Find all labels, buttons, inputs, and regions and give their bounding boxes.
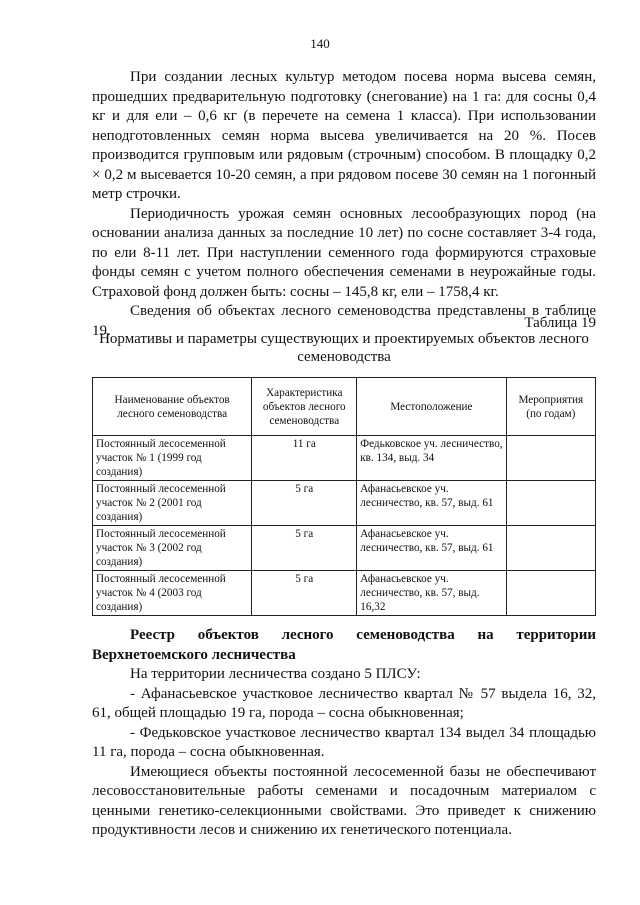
cell-characteristic: 5 га: [252, 571, 357, 616]
header-location: Местоположение: [357, 378, 506, 436]
table-header-row: [93, 378, 596, 436]
cell-location: Федьковское уч. лесничество, кв. 134, выд. 34: [357, 436, 506, 481]
cell-measures: [506, 526, 595, 571]
header-measures: Мероприятия (по годам): [506, 378, 595, 436]
cell-name: Постоянный лесосеменной участок № 1 (1999 год создания): [93, 436, 252, 481]
cell-measures: [506, 436, 595, 481]
cell-name: Постоянный лесосеменной участок № 4 (2003 год создания): [93, 571, 252, 616]
table-row: [93, 526, 596, 571]
registry-title: Реестр объектов лесного семеноводства на территории Верхнетоемского лесничества: [92, 627, 596, 663]
cell-measures: [506, 571, 595, 616]
cell-measures: [506, 481, 595, 526]
cell-name: Постоянный лесосеменной участок № 3 (2002 год создания): [93, 526, 252, 571]
table-row: [93, 571, 596, 616]
table-row: [93, 481, 596, 526]
registry-item: - Афанасьевское участковое лесничество квартал № 57 выдела 16, 32, 61, общей площадью 19 га, порода – сосна обыкновенная;: [92, 685, 596, 721]
cell-name: Постоянный лесосеменной участок № 2 (2001 год создания): [93, 481, 252, 526]
body-text-bottom: [92, 626, 596, 841]
cell-characteristic: 5 га: [252, 481, 357, 526]
header-name: Наименование объектов лесного семеноводства: [93, 378, 252, 436]
registry-intro: На территории лесничества создано 5 ПЛСУ:: [130, 666, 421, 682]
paragraph-seed-periodicity: Периодичность урожая семян основных лесообразующих пород (на основании анализа данных за последние 10 лет) по сосне составляет 3-4 года, по ели 8-11 лет. При наступлении семенного года формируются страховые фонды семян с учетом полного обеспечения семенами в неурожайные годы. Страховой фонд должен быть: сосны – 145,8 кг, ели – 1758,4 кг.: [92, 205, 596, 300]
cell-location: Афанасьевское уч. лесничество, кв. 57, выд. 61: [357, 481, 506, 526]
seed-objects-table: [92, 377, 596, 616]
cell-characteristic: 5 га: [252, 526, 357, 571]
body-text-top: [92, 68, 596, 341]
cell-location: Афанасьевское уч. лесничество, кв. 57, выд. 61: [357, 526, 506, 571]
page-number: 140: [310, 36, 330, 51]
header-characteristic: Характеристика объектов лесного семеноводства: [252, 378, 357, 436]
cell-characteristic: 11 га: [252, 436, 357, 481]
table-row: [93, 436, 596, 481]
registry-item: - Федьковское участковое лесничество квартал 134 выдел 34 площадью 11 га, порода – сосна обыкновенная.: [92, 724, 596, 760]
table-number: Таблица 19: [524, 315, 596, 331]
paragraph-table-reference: Сведения об объектах лесного семеноводства представлены в таблице 19.: [92, 303, 596, 339]
cell-location: Афанасьевское уч. лесничество, кв. 57, выд. 16,32: [357, 571, 506, 616]
paragraph-sowing-norms: При создании лесных культур методом посева норма высева семян, прошедших предварительную подготовку (снегование) на 1 га: для сосны 0,4 кг и для ели – 0,6 кг (в перечете на семена 1 класса). При использовании неподготовленных семян норма высева увеличивается на 20 %. Посев производится групповым или рядовым (строчным) способом. В площадку 0,2 × 0,2 м высевается 10-20 семян, а при рядовом посеве 30 семян на 1 погонный метр строчки.: [92, 69, 596, 202]
registry-conclusion: Имеющиеся объекты постоянной лесосеменной базы не обеспечивают лесовосстановительные работы семенами и посадочным материалом с ценными генетико-селекционными свойствами. Это приведет к снижению продуктивности лесов и снижению их генетического потенциала.: [92, 763, 596, 838]
table-title: Нормативы и параметры существующих и проектируемых объектов лесного семеноводства: [99, 331, 589, 365]
